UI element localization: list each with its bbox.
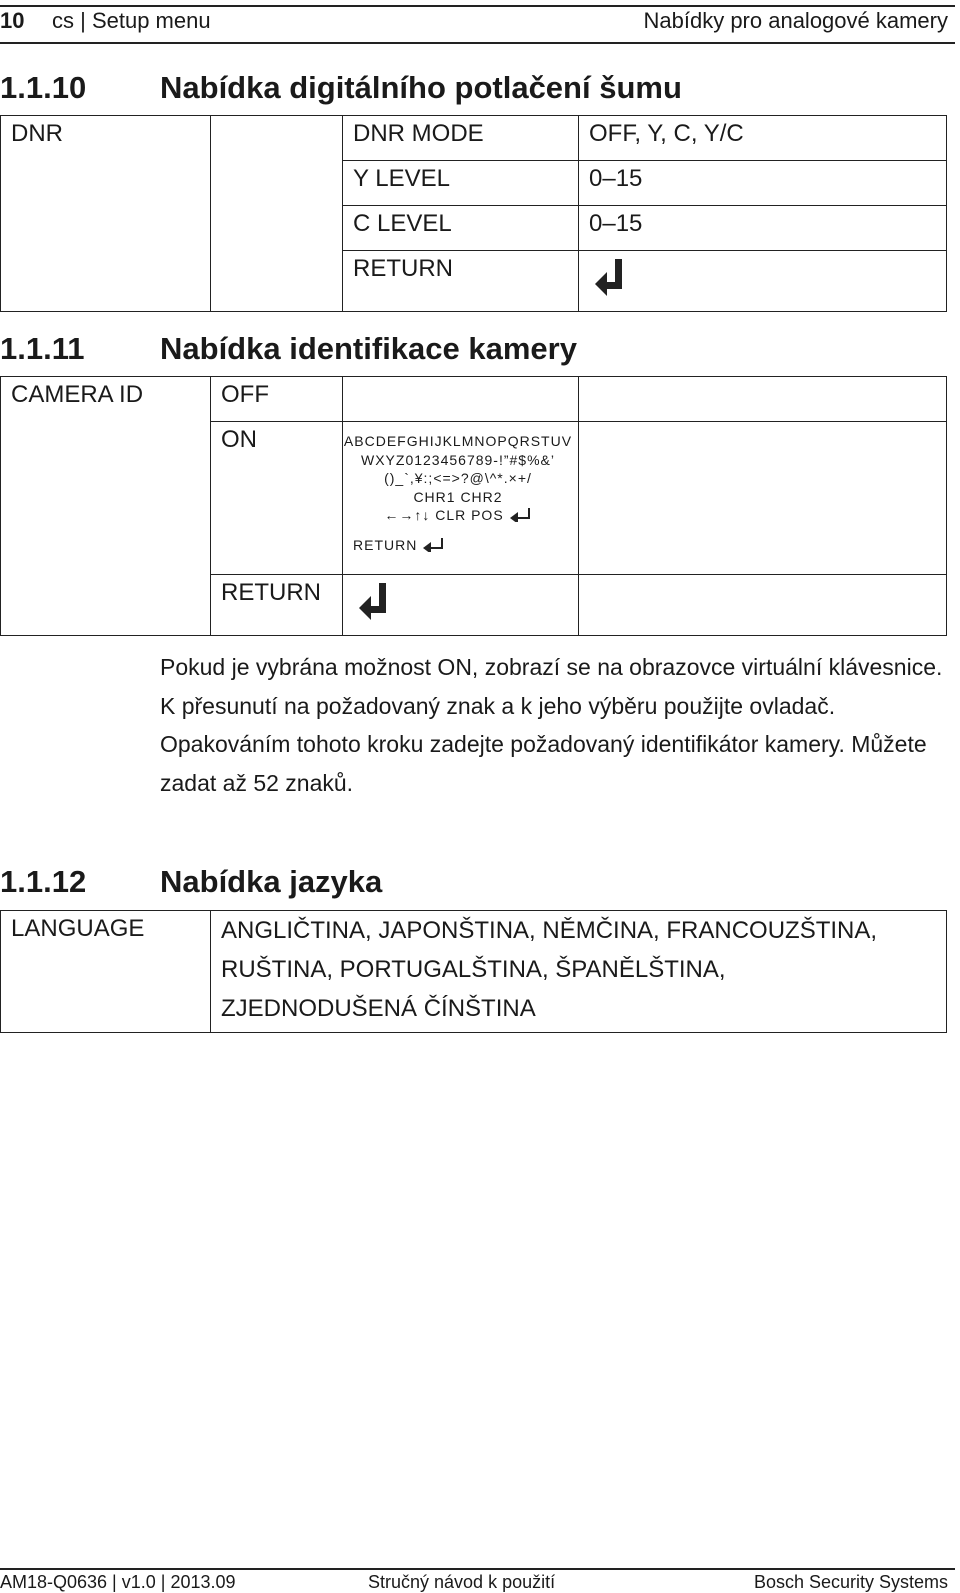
table-cell [579,575,947,636]
virtual-keyboard [343,422,573,525]
breadcrumb: cs | Setup menu [52,8,211,33]
table-cell [579,206,947,251]
return-arrow-icon [595,259,623,297]
camera-id-description: Pokud je vybrána možnost ON, zobrazí se na obrazovce virtuální klávesnice. K přesunutí na požadovaný znak a k jeho výběru použijte ovladač. Opakováním tohoto kroku zadejte požadovaný identifikátor kamery. Můžete zadat až 52 znaků. [160,654,943,796]
language-table [0,910,947,1033]
language-line: RUŠTINA, PORTUGALŠTINA, ŠPANĚLŠTINA, [221,956,726,983]
doc-type: Stručný návod k použití [368,1572,556,1592]
menu-cell [1,116,211,312]
page-number: 10 [0,8,25,33]
section-number: 1.1.10 [0,70,87,105]
chapter-title: Nabídky pro analogové kamery [643,8,948,33]
return-option: RETURN [221,579,321,606]
language-line: ZJEDNODUŠENÁ ČÍNŠTINA [221,995,536,1022]
footer-rule [0,1568,955,1570]
table-cell [579,116,947,161]
camera-id-table [0,376,947,636]
language-options-cell [211,911,947,1033]
keyboard-line: ()_`,¥:;<=>?@\^*.×+/ [384,470,532,486]
section-number: 1.1.12 [0,864,87,899]
doc-id: AM18-Q0636 | v1.0 | 2013.09 [0,1572,236,1592]
c-level-label: C LEVEL [353,210,452,237]
return-arrow-icon [510,508,532,522]
keyboard-cell [343,422,579,575]
c-level-value: 0–15 [589,210,643,237]
menu-label: DNR [11,120,63,147]
keyboard-line: ABCDEFGHIJKLMNOPQRSTUV [343,433,573,449]
section-title: Nabídka digitálního potlačení šumu [160,70,682,105]
keyboard-line: WXYZ0123456789-!”#$%&’ [361,451,555,468]
table-cell [211,377,343,422]
menu-cell [1,911,211,1033]
y-level-value: 0–15 [589,165,643,192]
section-number: 1.1.11 [0,331,85,366]
menu-cell [1,377,211,636]
off-option: OFF [221,381,269,408]
return-label: RETURN [353,255,453,282]
table-cell [343,575,579,636]
table-cell [343,206,579,251]
dnr-mode-value: OFF, Y, C, Y/C [589,120,744,147]
table-cell [211,575,343,636]
table-cell [343,116,579,161]
language-line: ANGLIČTINA, JAPONŠTINA, NĚMČINA, FRANCOUZŠTINA, [221,917,878,944]
keyboard-return-label: RETURN [353,536,418,553]
table-cell [579,422,947,575]
keyboard-line: ←→↑↓ CLR POS [384,507,504,523]
table-cell [343,161,579,206]
header-rule-bottom [0,42,955,44]
table-cell [579,161,947,206]
keyboard-nav-line [343,506,573,525]
return-arrow-icon [359,583,387,621]
table-cell [579,377,947,422]
dnr-mode-label: DNR MODE [353,120,484,147]
table-cell [343,251,579,312]
y-level-label: Y LEVEL [353,165,450,192]
menu-label: LANGUAGE [11,915,145,942]
dnr-table [0,115,947,312]
empty-cell [211,116,343,312]
section-title: Nabídka jazyka [160,864,383,899]
keyboard-line: CHR1 CHR2 [413,488,503,505]
on-option: ON [221,426,257,453]
header-rule-top [0,5,955,7]
table-cell [579,251,947,312]
section-title: Nabídka identifikace kamery [160,331,577,366]
table-cell [211,422,343,575]
table-cell [343,377,579,422]
company: Bosch Security Systems [753,1572,948,1592]
return-arrow-icon [423,538,445,552]
keyboard-return [343,537,578,553]
menu-label: CAMERA ID [11,381,144,408]
